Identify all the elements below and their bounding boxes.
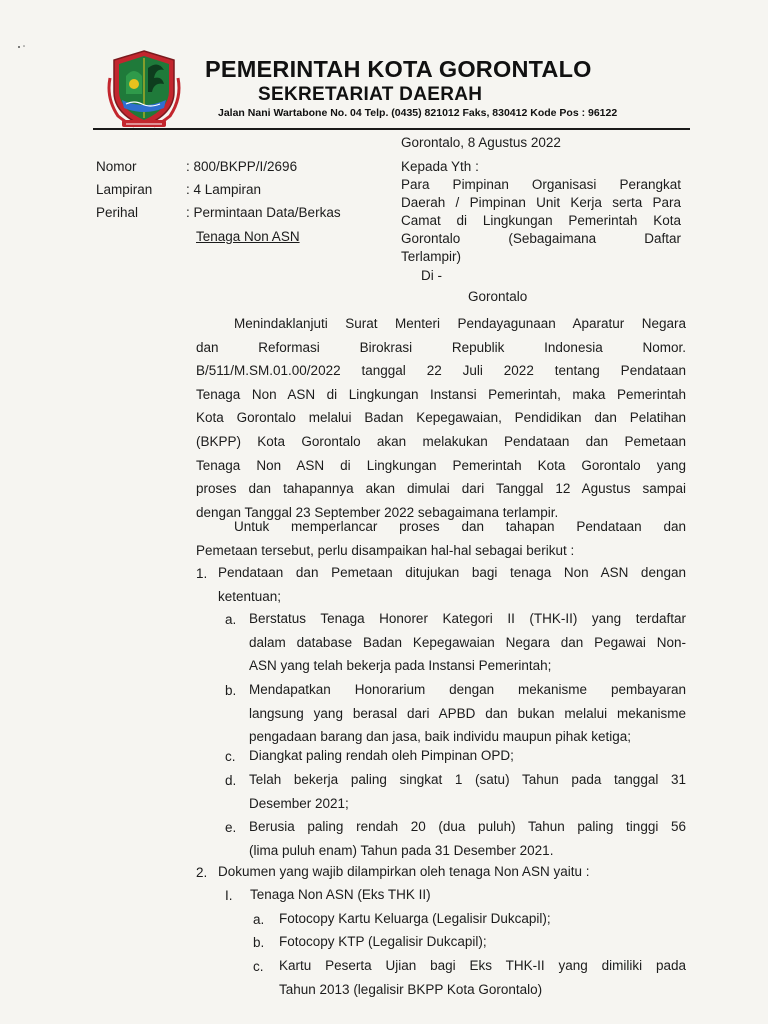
item-2-text: [218, 860, 686, 884]
item-line: pengadaan barang dan jasa, baik individu maupun pihak ketiga;: [249, 729, 632, 745]
item-2a-text: [279, 907, 686, 931]
item-1a-text: [249, 607, 686, 678]
item-line: Berusia paling rendah 20 (dua puluh) Tahun paling tinggi 56: [249, 819, 686, 834]
scan-smudge-icon: [16, 44, 30, 50]
paragraph-line: dengan Tanggal 23 September 2022 sebagaimana terlampir.: [196, 504, 559, 520]
item-line: Desember 2021;: [249, 795, 349, 811]
nomor-value: : 800/BKPP/I/2696: [186, 159, 298, 174]
gorontalo-city-emblem-icon: [104, 48, 184, 130]
item-1d-text: [249, 768, 686, 815]
recipient-address: [401, 176, 681, 266]
paragraph-line: dan Reformasi Birokrasi Republik Indonesia Nomor.: [196, 339, 686, 355]
paragraph-opening: [196, 312, 686, 524]
recipient-line: Daerah / Pimpinan Unit Kerja serta Para: [401, 195, 681, 210]
paragraph-line: Tenaga Non ASN di Lingkungan Instansi Pemerintah, maka Pemerintah: [196, 386, 686, 402]
paragraph-line: Tenaga Non ASN di Lingkungan Pemerintah Kota Gorontalo yang: [196, 457, 686, 473]
item-1c-label: c.: [225, 749, 236, 764]
item-line: Mendapatkan Honorarium dengan mekanisme pembayaran: [249, 682, 686, 697]
item-1-number: 1.: [196, 566, 208, 581]
paragraph-line: (BKPP) Kota Gorontalo akan melakukan Pendataan dan Pemetaan: [196, 433, 686, 449]
item-2-roman-label: I.: [225, 888, 233, 903]
recipient-line: Camat di Lingkungan Pemerintah Kota: [401, 213, 681, 228]
lampiran-value: : 4 Lampiran: [186, 182, 262, 197]
item-1c-text: [249, 744, 686, 768]
perihal-label: Perihal: [96, 205, 139, 220]
secretariat-name: SEKRETARIAT DAERAH: [258, 84, 483, 105]
item-line: Tenaga Non ASN (Eks THK II): [250, 887, 431, 902]
item-line: ASN yang telah bekerja pada Instansi Pemerintah;: [249, 658, 552, 674]
item-1b-label: b.: [225, 683, 237, 698]
item-line: Dokumen yang wajib dilampirkan oleh tenaga Non ASN yaitu :: [218, 864, 590, 879]
item-line: Fotocopy Kartu Keluarga (Legalisir Dukcapil);: [279, 911, 551, 926]
recipient-city: Gorontalo: [468, 289, 528, 304]
item-line: Tahun 2013 (legalisir BKPP Kota Gorontalo): [279, 981, 543, 997]
recipient-line: Terlampir): [401, 249, 462, 264]
item-2-roman-text: [250, 883, 686, 907]
lampiran-label: Lampiran: [96, 182, 153, 197]
item-1e-text: [249, 815, 686, 862]
item-line: Diangkat paling rendah oleh Pimpinan OPD;: [249, 748, 514, 763]
item-line: Fotocopy KTP (Legalisir Dukcapil);: [279, 934, 487, 949]
perihal-value: : Permintaan Data/Berkas: [186, 205, 341, 220]
item-1d-label: d.: [225, 773, 237, 788]
recipient-line: Para Pimpinan Organisasi Perangkat: [401, 177, 681, 192]
government-name: PEMERINTAH KOTA GORONTALO: [205, 56, 592, 82]
letter-date: Gorontalo, 8 Agustus 2022: [401, 135, 561, 150]
item-1-text: [218, 561, 686, 608]
item-2c-label: c.: [253, 959, 264, 974]
letterhead-divider: [93, 128, 690, 130]
item-2b-label: b.: [253, 935, 265, 950]
item-line: dalam database Badan Kepegawaian Negara dan Pegawai Non-: [249, 634, 686, 650]
nomor-label: Nomor: [96, 159, 137, 174]
recipient-line: Gorontalo (Sebagaimana Daftar: [401, 231, 681, 246]
paragraph-line: Untuk memperlancar proses dan tahapan Pendataan dan: [234, 519, 686, 534]
recipient-salutation: Kepada Yth :: [401, 159, 479, 174]
paragraph-line: proses dan tahapannya akan dimulai dari Tanggal 12 Agustus sampai: [196, 481, 686, 497]
item-line: Telah bekerja paling singkat 1 (satu) Tahun pada tanggal 31: [249, 772, 686, 787]
item-2a-label: a.: [253, 912, 265, 927]
item-line: (lima puluh enam) Tahun pada 31 Desember 2021.: [249, 842, 554, 858]
item-1a-label: a.: [225, 612, 237, 627]
paragraph-line: Menindaklanjuti Surat Menteri Pendayagunaan Aparatur Negara: [234, 316, 686, 331]
recipient-di: Di -: [421, 268, 442, 283]
item-line: Berstatus Tenaga Honorer Kategori II (THK-II) yang terdaftar: [249, 611, 686, 626]
paragraph-intro-list: [196, 515, 686, 562]
letterhead-address: Jalan Nani Wartabone No. 04 Telp. (0435) 821012 Faks, 830412 Kode Pos : 96122: [218, 107, 618, 119]
paragraph-line: Pemetaan tersebut, perlu disampaikan hal-hal sebagai berikut :: [196, 542, 575, 558]
item-2b-text: [279, 930, 686, 954]
item-line: ketentuan;: [218, 588, 282, 604]
perihal-value-subject: Tenaga Non ASN: [196, 229, 300, 244]
item-line: langsung yang berasal dari APBD dan bukan melalui mekanisme: [249, 705, 686, 721]
paragraph-line: Kota Gorontalo melalui Badan Kepegawaian, Pendidikan dan Pelatihan: [196, 410, 686, 426]
item-2-number: 2.: [196, 865, 208, 880]
item-line: Kartu Peserta Ujian bagi Eks THK-II yang dimiliki pada: [279, 958, 686, 973]
paragraph-line: B/511/M.SM.01.00/2022 tanggal 22 Juli 2022 tentang Pendataan: [196, 363, 686, 379]
item-1e-label: e.: [225, 820, 237, 835]
item-1b-text: [249, 678, 686, 749]
item-2c-text: [279, 954, 686, 1001]
item-line: Pendataan dan Pemetaan ditujukan bagi tenaga Non ASN dengan: [218, 565, 686, 580]
